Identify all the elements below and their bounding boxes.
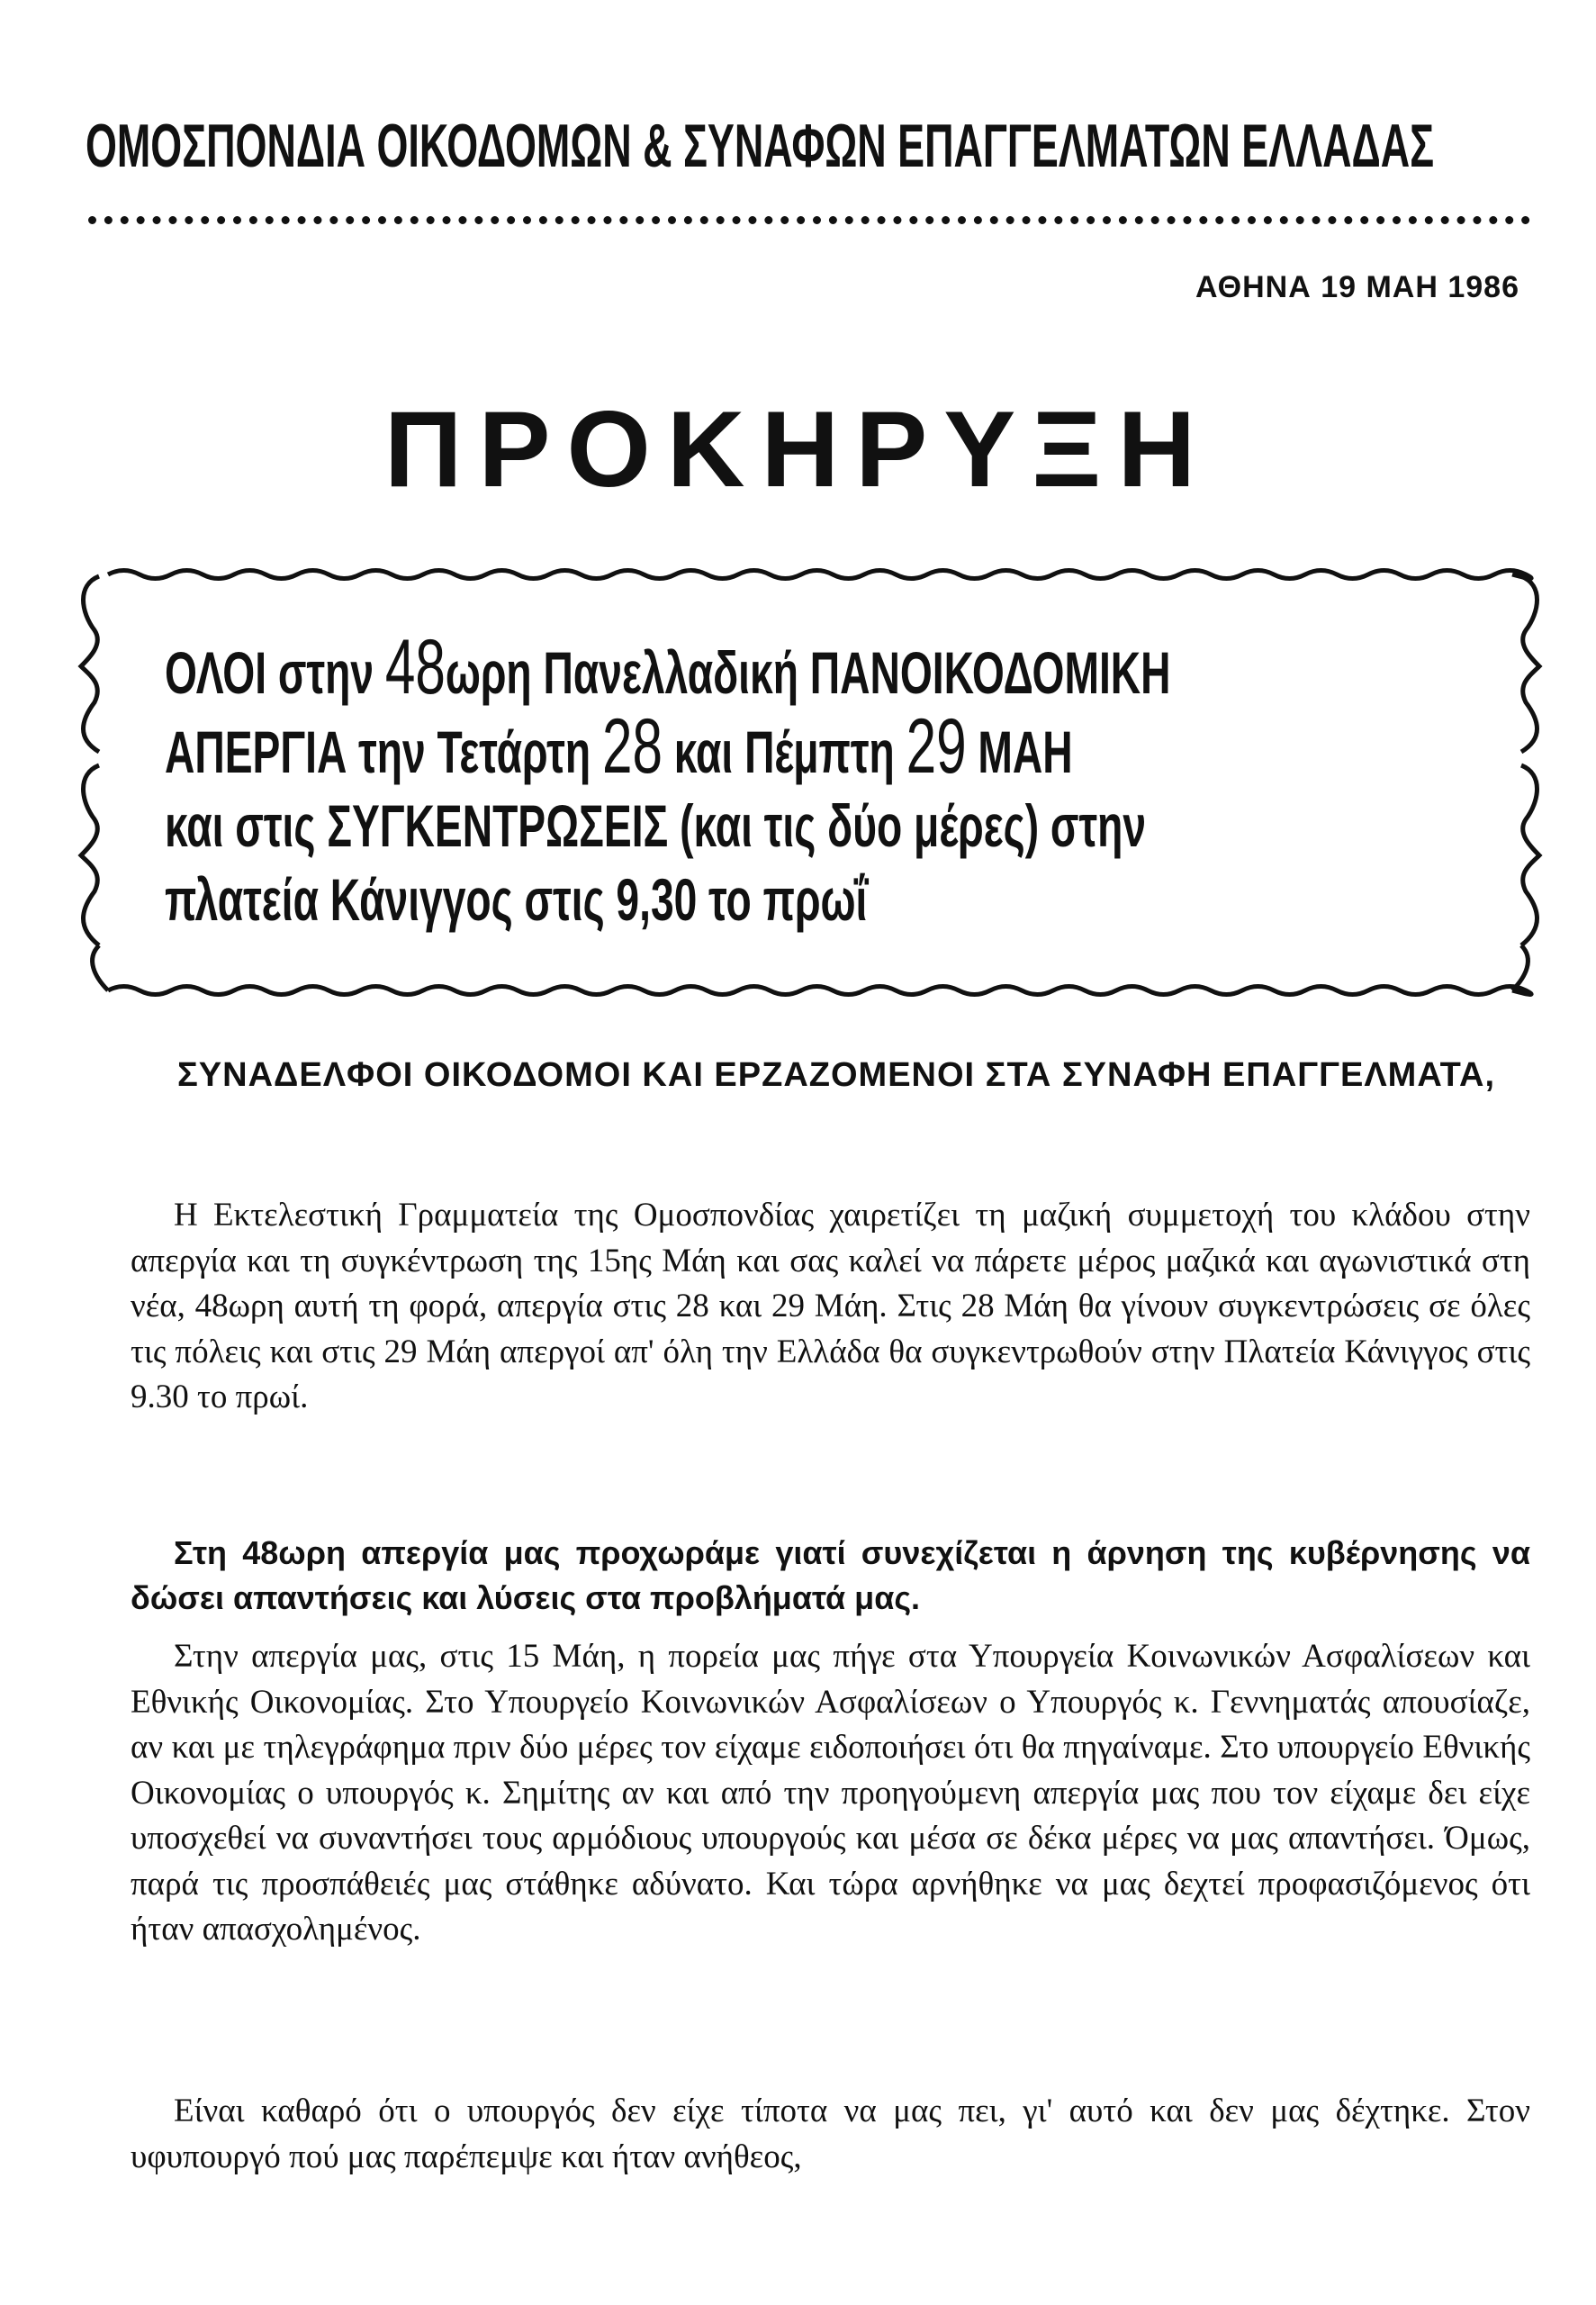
page-title: ΠΡΟΚΗΡΥΞΗ bbox=[383, 389, 1213, 510]
paragraph-2-bold: Στη 48ωρη απεργία μας προχωράμε γιατί συνεχίζεται η άρνηση της κυβέρνησης να δώσει απαντήσεις και λύσεις στα προβλήματά μας. bbox=[131, 1534, 1530, 1616]
box-line-1: ΟΛΟΙ στην 48ωρη Πανελλαδική ΠΑΝΟΙΚΟΔΟΜΙΚΗ bbox=[165, 624, 1171, 710]
dotted-divider bbox=[88, 216, 1530, 224]
salutation-heading: ΣΥΝΑΔΕΛΦΟΙ ΟΙΚΟΔΟΜΟΙ ΚΑΙ ΕΡΖΑΖΟΜΕΝΟΙ ΣΤΑ ΣΥΝΑΦΗ ΕΠΑΓΓΕΛΜΑΤΑ, bbox=[177, 1056, 1495, 1094]
box-line-4: πλατεία Κάνιγγος στις 9,30 το πρωΐ bbox=[165, 866, 868, 933]
strike-announcement-box bbox=[165, 624, 1171, 936]
paragraph-4: Είναι καθαρό ότι ο υπουργός δεν είχε τίποτα να μας πει, γι' αυτό και δεν μας δέχτηκε. Στον υφυπουργό πού μας παρέπεμψε και ήταν ανήθεος, bbox=[131, 2093, 1530, 2175]
paragraph-3: Στην απεργία μας, στις 15 Μάη, η πορεία μας πήγε στα Υπουργεία Κοινωνικών Ασφαλίσεων και Εθνικής Οικονομίας. Στο Υπουργείο Κοινωνικών Ασφαλίσεων ο Υπουργός κ. Γεννηματάς απουσίαζε, αν και με τηλεγράφημα πριν δύο μέρες τον είχαμε ειδοποιήσει ότι θα πηγαίναμε. Στο υπουργείο Εθνικής Οικονομίας ο υπουργός κ. Σημίτης αν και από την προηγούμενη απεργία μας που τον είχαμε δει είχε υποσχεθεί να συναντήσει τους αρμόδιους υπουργούς και μέσα σε δέκα μέρες να μας απαντήσει. Όμως, παρά τις προσπάθειές μας στάθηκε αδύνατο. Και τώρα αρνήθηκε να μας δεχτεί προφασιζόμενος ότι ήταν απασχολημένος. bbox=[131, 1638, 1530, 1948]
date-line: ΑΘΗΝΑ 19 ΜΑΗ 1986 bbox=[1195, 270, 1519, 304]
paragraph-1: Η Εκτελεστική Γραμματεία της Ομοσπονδίας χαιρετίζει τη μαζική συμμετοχή του κλάδου στην απεργία και τη συγκέντρωση της 15ης Μάη και σας καλεί να πάρετε μέρος μαζικά και αγωνιστικά στη νέα, 48ωρη αυτή τη φορά, απεργία στις 28 και 29 Μάη. Στις 28 Μάη θα γίνουν συγκεντρώσεις σε όλες τις πόλεις και στις 29 Μάη απεργοί απ' όλη την Ελλάδα θα συγκεντρωθούν στην Πλατεία Κάνιγγος στις 9.30 το πρωί. bbox=[131, 1197, 1530, 1415]
box-line-2: ΑΠΕΡΓΙΑ την Τετάρτη 28 και Πέμπτη 29 ΜΑΗ bbox=[165, 703, 1073, 790]
organization-header: ΟΜΟΣΠΟΝΔΙΑ ΟΙΚΟΔΟΜΩΝ & ΣΥΝΑΦΩΝ ΕΠΑΓΓΕΛΜΑΤΩΝ ΕΛΛΑΔΑΣ bbox=[86, 112, 1435, 180]
box-line-3: και στις ΣΥΓΚΕΝΤΡΩΣΕΙΣ (και τις δύο μέρες) στην bbox=[165, 792, 1147, 859]
